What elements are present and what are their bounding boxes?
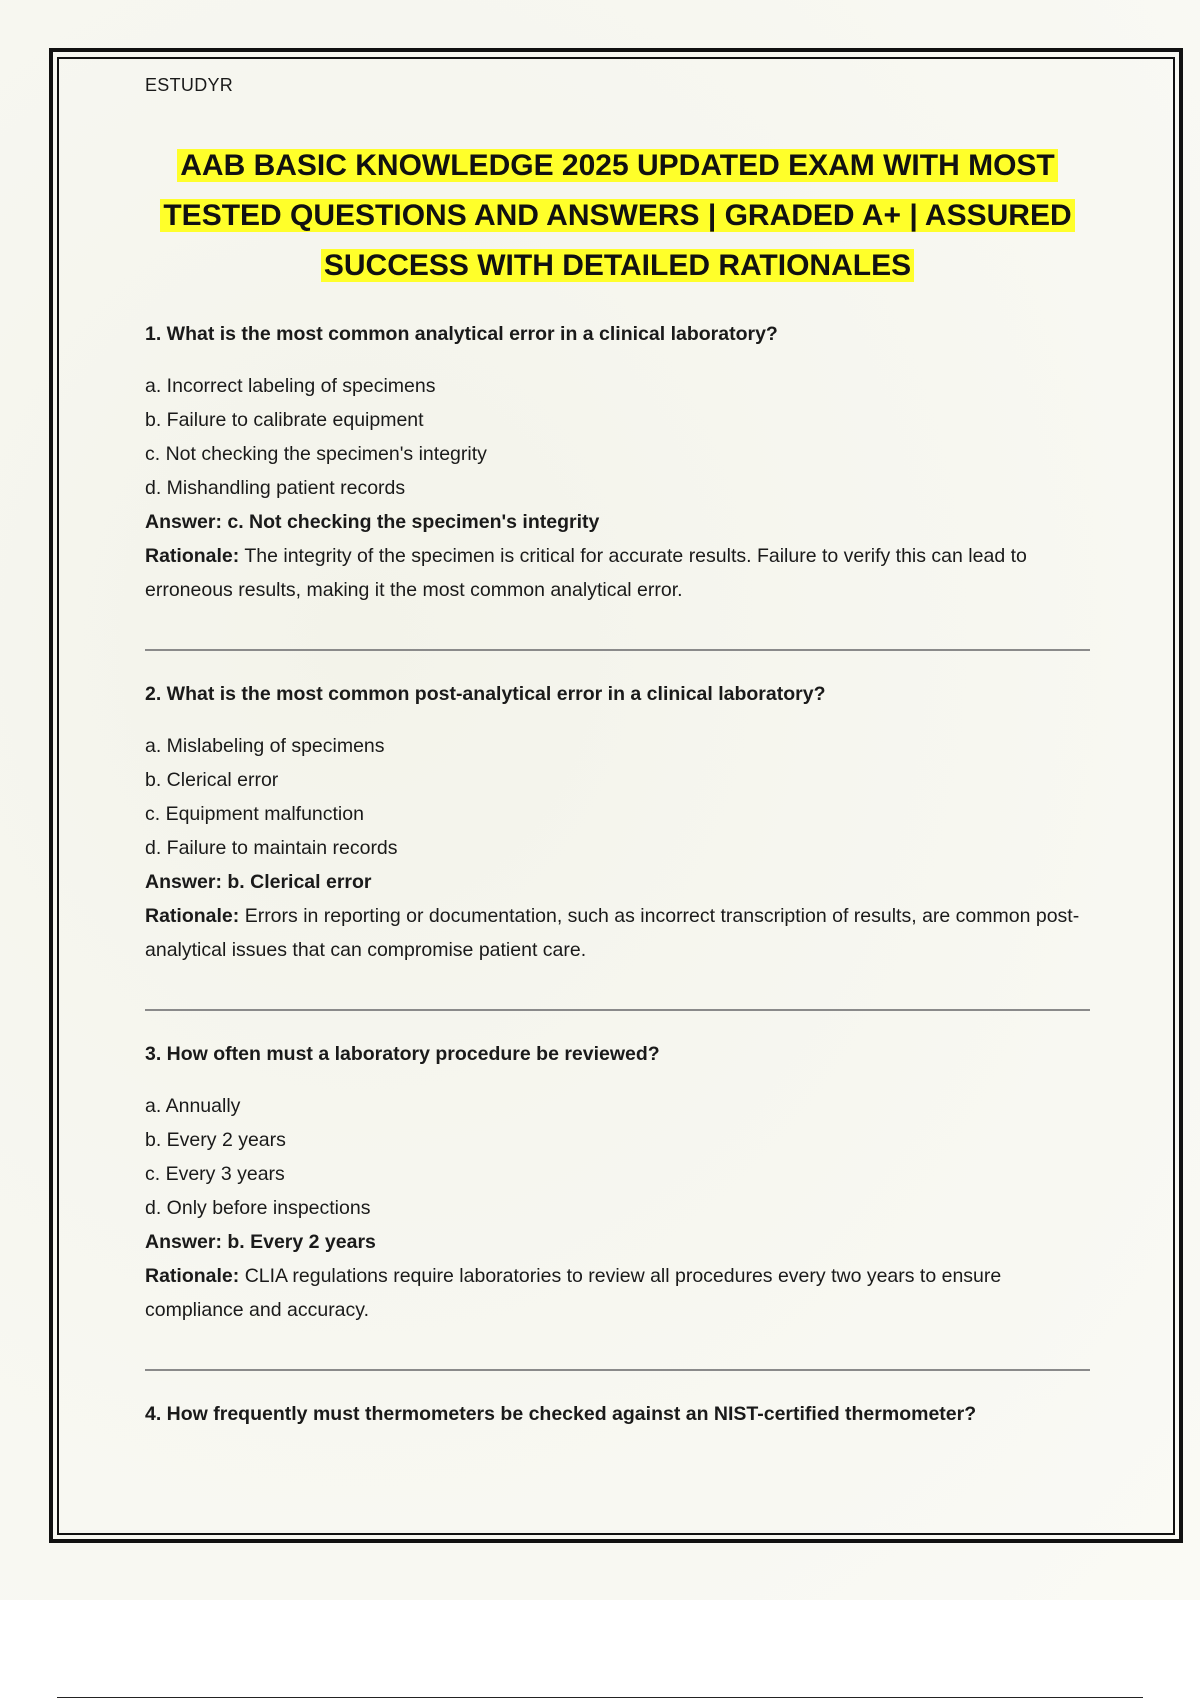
rationale-label: Rationale: <box>145 905 240 927</box>
answer-label: Answer: <box>145 1231 222 1253</box>
rationale-label: Rationale: <box>145 1265 240 1287</box>
question-text: 1. What is the most common analytical error in a clinical laboratory? <box>145 323 778 345</box>
brand-name: ESTUDYR <box>145 75 234 95</box>
document-title <box>145 141 1090 291</box>
rationale-text: The integrity of the specimen is critical for accurate results. Failure to verify this can lead to erroneous results, making it the most common analytical error. <box>145 545 1027 601</box>
option-c: c. Every 3 years <box>145 1163 285 1185</box>
answer-text: c. Not checking the specimen's integrity <box>227 511 600 533</box>
options-list <box>145 1089 1090 1225</box>
title-line-2: TESTED QUESTIONS AND ANSWERS | GRADED A+ | ASSURED <box>160 199 1074 232</box>
rationale-line <box>145 899 1090 967</box>
rationale-label: Rationale: <box>145 545 240 567</box>
option-b: b. Every 2 years <box>145 1129 286 1151</box>
option-c: c. Not checking the specimen's integrity <box>145 443 487 465</box>
question-text: 2. What is the most common post-analytical error in a clinical laboratory? <box>145 683 826 705</box>
answer-label: Answer: <box>145 871 222 893</box>
question-2 <box>145 681 1090 967</box>
options-list <box>145 369 1090 505</box>
divider <box>145 1369 1090 1371</box>
rationale-line <box>145 1259 1090 1327</box>
divider <box>145 649 1090 651</box>
question-text: 3. How often must a laboratory procedure be reviewed? <box>145 1043 660 1065</box>
option-d: d. Only before inspections <box>145 1197 371 1219</box>
option-a: a. Annually <box>145 1095 241 1117</box>
answer-text: b. Clerical error <box>227 871 372 893</box>
page-bottom-rule <box>57 1697 1143 1698</box>
answer-line <box>145 865 1090 899</box>
divider <box>145 1009 1090 1011</box>
rationale-text: CLIA regulations require laboratories to review all procedures every two years to ensure compliance and accuracy. <box>145 1265 1002 1321</box>
option-b: b. Failure to calibrate equipment <box>145 409 424 431</box>
option-d: d. Mishandling patient records <box>145 477 406 499</box>
question-3 <box>145 1041 1090 1327</box>
answer-line <box>145 505 1090 539</box>
question-1 <box>145 321 1090 607</box>
question-4 <box>145 1401 1090 1427</box>
answer-line <box>145 1225 1090 1259</box>
option-c: c. Equipment malfunction <box>145 803 364 825</box>
option-a: a. Mislabeling of specimens <box>145 735 385 757</box>
option-a: a. Incorrect labeling of specimens <box>145 375 436 397</box>
document-content <box>145 60 1090 1427</box>
answer-text: b. Every 2 years <box>227 1231 376 1253</box>
title-line-3: SUCCESS WITH DETAILED RATIONALES <box>321 249 914 282</box>
question-text: 4. How frequently must thermometers be checked against an NIST-certified thermometer? <box>145 1403 977 1425</box>
option-d: d. Failure to maintain records <box>145 837 398 859</box>
rationale-text: Errors in reporting or documentation, such as incorrect transcription of results, are common post-analytical issues that can compromise patient care. <box>145 905 1080 961</box>
answer-label: Answer: <box>145 511 222 533</box>
title-line-1: AAB BASIC KNOWLEDGE 2025 UPDATED EXAM WITH MOST <box>177 149 1058 182</box>
rationale-line <box>145 539 1090 607</box>
option-b: b. Clerical error <box>145 769 279 791</box>
options-list <box>145 729 1090 865</box>
